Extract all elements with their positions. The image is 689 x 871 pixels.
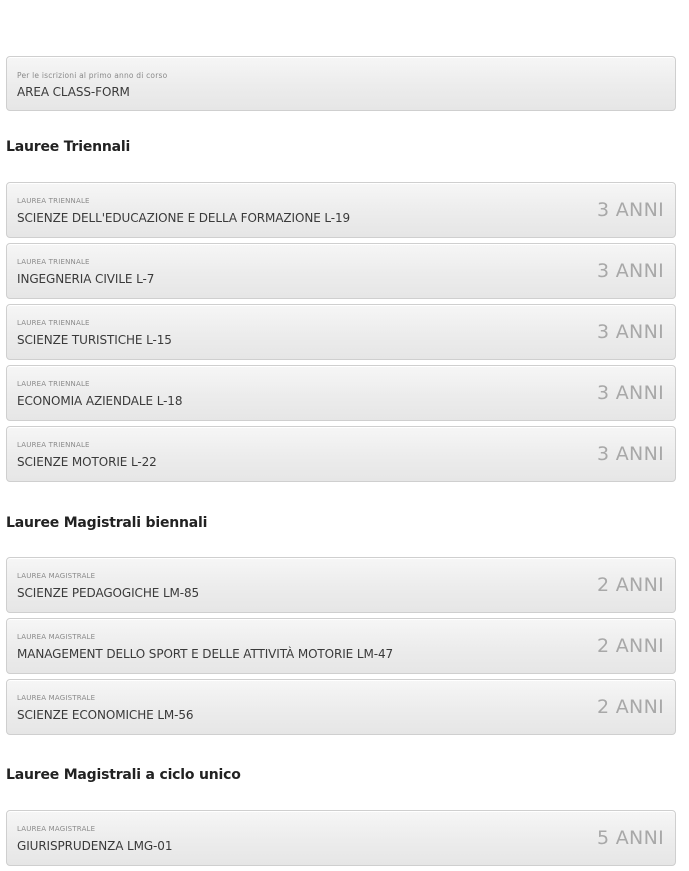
section-heading-triennali: Lauree Triennali xyxy=(6,139,131,155)
course-duration: 3 ANNI xyxy=(597,260,664,282)
course-type-label: LAUREA MAGISTRALE xyxy=(17,825,96,833)
course-type-label: LAUREA TRIENNALE xyxy=(17,319,90,327)
course-duration: 3 ANNI xyxy=(597,321,664,343)
course-name: INGEGNERIA CIVILE L-7 xyxy=(17,272,155,286)
course-name: SCIENZE PEDAGOGICHE LM-85 xyxy=(17,586,200,600)
course-duration: 3 ANNI xyxy=(597,382,664,404)
course-type-label: LAUREA TRIENNALE xyxy=(17,258,90,266)
course-card-economia-aziendale[interactable] xyxy=(6,365,676,421)
course-duration: 2 ANNI xyxy=(597,696,664,718)
course-type-label: LAUREA TRIENNALE xyxy=(17,380,90,388)
section-heading-ciclo-unico: Lauree Magistrali a ciclo unico xyxy=(6,767,241,783)
course-duration: 2 ANNI xyxy=(597,635,664,657)
course-duration: 3 ANNI xyxy=(597,199,664,221)
course-type-label: LAUREA MAGISTRALE xyxy=(17,694,96,702)
course-card-scienze-economiche[interactable] xyxy=(6,679,676,735)
course-type-label: LAUREA TRIENNALE xyxy=(17,441,90,449)
course-name: SCIENZE TURISTICHE L-15 xyxy=(17,333,172,347)
course-list-page xyxy=(6,56,676,871)
course-duration: 2 ANNI xyxy=(597,574,664,596)
area-card-subtitle: Per le iscrizioni al primo anno di corso xyxy=(17,71,168,80)
course-name: ECONOMIA AZIENDALE L-18 xyxy=(17,394,183,408)
course-name: GIURISPRUDENZA LMG-01 xyxy=(17,839,173,853)
course-type-label: LAUREA MAGISTRALE xyxy=(17,633,96,641)
course-card-management-sport[interactable] xyxy=(6,618,676,674)
course-type-label: LAUREA MAGISTRALE xyxy=(17,572,96,580)
course-card-scienze-turistiche[interactable] xyxy=(6,304,676,360)
course-name: MANAGEMENT DELLO SPORT E DELLE ATTIVITÀ MOTORIE LM-47 xyxy=(17,647,394,661)
course-card-ingegneria-civile[interactable] xyxy=(6,243,676,299)
area-card-title: AREA CLASS-FORM xyxy=(17,85,130,99)
area-class-form-card[interactable] xyxy=(6,56,676,111)
course-name: SCIENZE DELL'EDUCAZIONE E DELLA FORMAZIONE L-19 xyxy=(17,211,351,225)
course-type-label: LAUREA TRIENNALE xyxy=(17,197,90,205)
section-heading-magistrali-biennali: Lauree Magistrali biennali xyxy=(6,515,208,531)
course-duration: 5 ANNI xyxy=(597,827,664,849)
course-name: SCIENZE MOTORIE L-22 xyxy=(17,455,157,469)
course-name: SCIENZE ECONOMICHE LM-56 xyxy=(17,708,194,722)
course-duration: 3 ANNI xyxy=(597,443,664,465)
course-card-scienze-motorie[interactable] xyxy=(6,426,676,482)
course-card-scienze-pedagogiche[interactable] xyxy=(6,557,676,613)
course-card-giurisprudenza[interactable] xyxy=(6,810,676,866)
course-card-scienze-educazione[interactable] xyxy=(6,182,676,238)
